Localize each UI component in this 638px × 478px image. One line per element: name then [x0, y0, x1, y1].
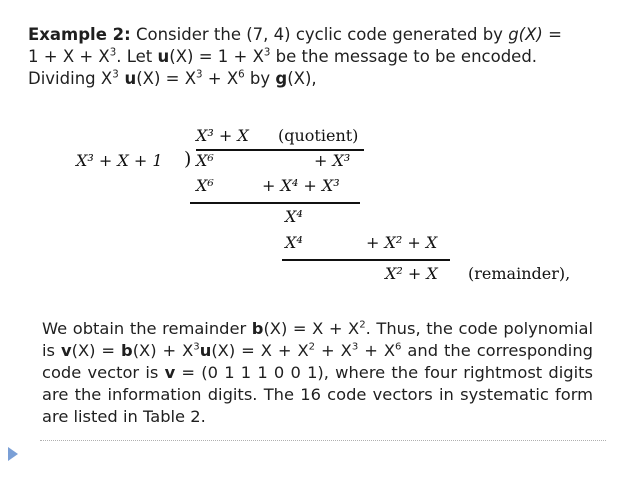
t: b [121, 341, 133, 360]
divisor: X³ + X + 1 [76, 151, 163, 170]
rule-2 [282, 259, 450, 261]
sub2-x4: X⁴ [285, 233, 303, 252]
t: 3 [112, 69, 119, 81]
t: g [275, 69, 288, 88]
t: 3 [109, 47, 117, 59]
t: 6 [238, 69, 245, 81]
quotient: X³ + X [196, 126, 249, 145]
slide-arrow-icon[interactable] [8, 447, 18, 461]
t: Dividing X [28, 69, 113, 88]
t: + X [315, 341, 352, 360]
gx-label: g(X) [508, 25, 543, 44]
footer-divider [40, 440, 606, 441]
t: v [164, 363, 176, 382]
intro-line-2 [28, 46, 628, 68]
rule-1 [190, 202, 360, 204]
t: (X), [287, 69, 317, 88]
explanation-paragraph [42, 318, 593, 428]
t: . Thus, the code polynomial is [42, 319, 593, 360]
t: (X) = 1 + X [169, 47, 264, 66]
t: b [251, 319, 264, 338]
division-bracket: ) [184, 148, 192, 170]
t: 3 [263, 47, 271, 59]
sub1-x6: X⁶ [196, 176, 214, 195]
dividend-rest: + X³ [314, 151, 351, 170]
t: be the message to be encoded. [270, 47, 538, 66]
t: and the corresponding code vector is [42, 341, 593, 382]
intro-text [28, 24, 628, 90]
t: u [157, 47, 170, 66]
t: = (0 1 1 1 0 0 1), where the four rightmost digits are the information digits. The 16 code vectors in systematic form are listed in Table 2. [42, 363, 593, 426]
sub1-rest: + X⁴ + X³ [262, 176, 340, 195]
t: (X) = X + X [263, 319, 360, 338]
t: 3 [196, 69, 203, 81]
t: 3 [351, 341, 359, 353]
t: (X) = X [136, 69, 196, 88]
t: (X) = [71, 341, 122, 360]
t: + X [358, 341, 395, 360]
dividend-x6: X⁶ [196, 151, 214, 170]
intro-line-3 [28, 68, 628, 90]
t: 3 [193, 341, 200, 353]
sub2-rest: + X² + X [366, 233, 438, 252]
intro-line1-text: Consider the (7, 4) cyclic code generated by [130, 25, 509, 44]
intro-line1-end: = [542, 25, 562, 44]
remainder-label: (remainder), [468, 264, 571, 283]
t: 6 [395, 341, 402, 353]
t: 2 [359, 319, 366, 331]
long-division [0, 120, 638, 310]
rem1: X⁴ [285, 207, 303, 226]
quotient-label: (quotient) [278, 126, 359, 145]
t: u [118, 69, 137, 88]
example-label: Example 2: [28, 25, 131, 44]
t: . Let [116, 47, 158, 66]
t: + X [202, 69, 239, 88]
t: We obtain the remainder [42, 319, 252, 338]
remainder: X² + X [385, 264, 438, 283]
t: u [199, 341, 212, 360]
t: (X) + X [132, 341, 194, 360]
t: 2 [308, 341, 316, 353]
t: 1 + X + X [28, 47, 110, 66]
intro-line-1 [28, 24, 628, 46]
t: by [244, 69, 276, 88]
t: (X) = X + X [211, 341, 309, 360]
t: v [60, 341, 72, 360]
